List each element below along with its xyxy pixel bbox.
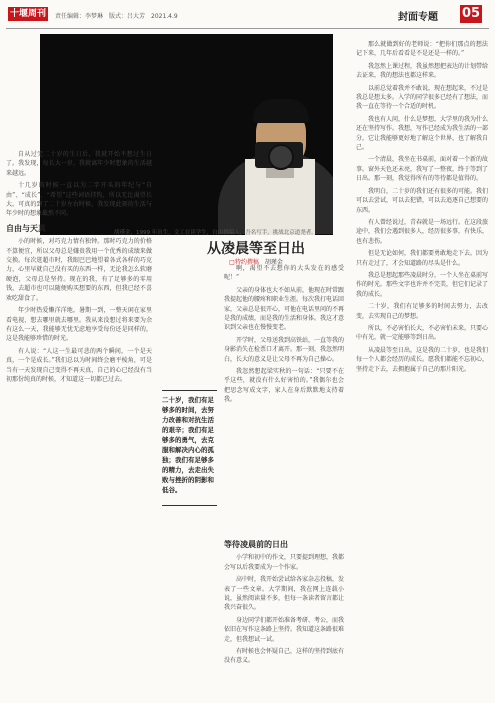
- body-paragraph: 我明白，二十岁的我们还有很多的可能。我们可以去尝试，可以去犯错，可以去追逐自己想要的东西。: [356, 187, 488, 214]
- body-paragraph: 我忽然上课过程，我虽然想把表达的计划带给去证来，我的想法也都这样来。: [356, 62, 488, 80]
- photo-hair: [253, 99, 309, 123]
- header-rule: [6, 28, 489, 29]
- body-paragraph: 小的时候，对巧克力情有独钟。那时巧克力的价格不算便宜，所以父母总是嫌贵我用一个优秀的成绩来做交换。每次逛超市时，我眼巴巴地望着各式各样的巧克力，心里早就自己没有买的东西一样，无论我怎么软磨硬泡，父母总是坚持。现在的我，有了足够多的零用钱，去超市也可以随便购买想要的东西，但我已经不喜欢吃甜食了。: [6, 238, 152, 302]
- editor-credits: 责任编辑：李梦琳 版式：吕大芳 2021.4.9: [55, 13, 178, 20]
- body-paragraph: 年少时热爱懒洋洋地。暑期一到，一整天闲在家里看电视，想去哪里就去哪里。我从来没想过将来要为余有这么一天，我能够无忧无虑地享受每份还是同样的，这是我能够珍惜的时光。: [6, 307, 152, 343]
- body-paragraph: 以前总觉着我并不敢说，现在想起来，不过是我总是想太多。入学的同学很多已经有了想法，而我一直在等待一个合适的时机。: [356, 84, 488, 111]
- page-header: [0, 0, 495, 26]
- body-paragraph: 有人说：“人这一生最可悲的两个瞬间，一个是天真，一个是成长。”我们总以为时间终会磨平棱角，可是当有一天发现自己变得不再天真，自己的心已经没有当初那份纯真的时候，才知道这一切都已过去。: [6, 347, 152, 383]
- body-paragraph: 二十岁，我们有足够多的时间去努力，去改变，去实现自己的梦想。: [356, 303, 488, 320]
- article-title: 从凌晨等至日出: [207, 241, 305, 257]
- body-paragraph: 那么就做到好的老师说：“把你们那点的想法记下来，几年后看看是不是还是一样的。”: [356, 41, 488, 58]
- intro-paragraph: 十几岁的时候一直以为二字开头的年纪与“自由”、“成长”、“希望”这些词语挂钩，所以无比渴望长大。可真的到了二十岁左右时候，我发现此刻的生活与年少时的想象截然不同。: [6, 182, 152, 218]
- column-middle-lower: [224, 535, 344, 698]
- body-paragraph: 我总是想起那些凌晨时分，一个人坐在桌前写作的时光。那些文字也许并不完美，但它们记录了我的成长。: [356, 271, 488, 298]
- body-paragraph: 一个清晨，我坐在书桌前，面对着一个新的故事。窗外天色还未亮，我写了一整夜，终于等到了日出。那一刻，我觉得所有的等待都是值得的。: [356, 156, 488, 183]
- section-title: 封面专题: [398, 12, 438, 23]
- body-paragraph: 有人曾经说过，青春就是一场远行。在这段旅途中，我们会遇到很多人，经历很多事，有快乐，也有悲伤。: [356, 218, 488, 245]
- column-right: [356, 40, 488, 698]
- column-middle: [224, 264, 344, 526]
- body-paragraph: 高中时，我开始尝试给各家杂志投稿，发表了一些文章。大学期间，我在网上连载小说，虽然阅读量不多，但每一条读者留言都让我兴奋很久。: [224, 576, 344, 612]
- subhead-freedom: 自由与天真: [6, 222, 46, 233]
- body-paragraph: 身边同学们都开始准备考研、考公，而我依旧在写作这条路上坚持。我知道这条路很难走，但我想试一试。: [224, 616, 344, 643]
- body-paragraph: 父亲的身体也大不如从前，他现在时常跟我提起他的腰疼和职业生涯。每次我打电话回家，父亲总是很开心，可他在电话里问的不再是我的成绩，而是我的生活和身体。我这才意识到父亲也在慢慢变老。: [224, 286, 344, 332]
- byline-kicker: □特约撰稿: [229, 259, 259, 266]
- body-paragraph: 啊，渴望不去想你的大头发在的感受呢！”: [224, 265, 344, 282]
- body-paragraph: 开学时，父母送我到高铁站，一直等我的身影消失在检票口才离开。那一刻，我忽然明白，长大的意义是让父母不再为自己操心。: [224, 336, 344, 363]
- column-left: [6, 150, 152, 698]
- body-paragraph: 我也有人问，什么是梦想，大学里的我为什么还在坚持写作。我想，写作已经成为我生活的一部分，它让我能够更好地了解这个世界，也了解我自己。: [356, 115, 488, 152]
- body-paragraph: 我忽然想起梁实秋的一句话：“只要不在乎这些，就没有什么好害怕的。”我偶尔也会把思念写成文字，家人在身后默默地支持着我。: [224, 368, 344, 404]
- intro-paragraph: 自从过完二十岁的生日后，我就开始不想过生日了。我发现，每长大一岁，我就离年少时想象的生活越来越远。: [6, 151, 152, 177]
- pull-quote: 二十岁，我们有足够多的时间，去努力改善和对抗生活的艰辛；我们有足够多的勇气，去克服和解决内心的孤独；我们有足够多的精力，去走出失败与挫折的阴影和低谷。: [162, 390, 217, 506]
- page-number: 05: [461, 6, 481, 21]
- subhead-sunrise: 等待凌晨前的日出: [224, 539, 288, 549]
- byline-author: 胡瑾金: [264, 259, 283, 266]
- body-paragraph: 所以，不必害怕长大，不必害怕未来。只要心中有光，就一定能够等到日出。: [356, 324, 488, 342]
- camera-lens-icon: [268, 144, 294, 170]
- body-paragraph: 有时候也会怀疑自己，这样的坚持到底有没有意义。: [224, 648, 344, 665]
- body-paragraph: 小学和初中的作文，只要提到理想，我都会写以后我要成为一个作家。: [224, 554, 344, 571]
- body-paragraph: 从凌晨等至日出，这是我的二十岁，也是我们每一个人都会经历的成长。愿我们都能不忘初心，坚持走下去，去拥抱属于自己的那片阳光。: [356, 346, 488, 373]
- masthead: 十堰周刊: [9, 9, 46, 19]
- photo-caption: 胡瑾金，1999 年出生，文工在读学生，自由撰稿人，吾名写手，挑战北京道尧者。: [114, 230, 317, 236]
- body-paragraph: 但是无论如何，我们都要勇敢地走下去。因为只有走过了，才会知道路的尽头是什么。: [356, 250, 488, 267]
